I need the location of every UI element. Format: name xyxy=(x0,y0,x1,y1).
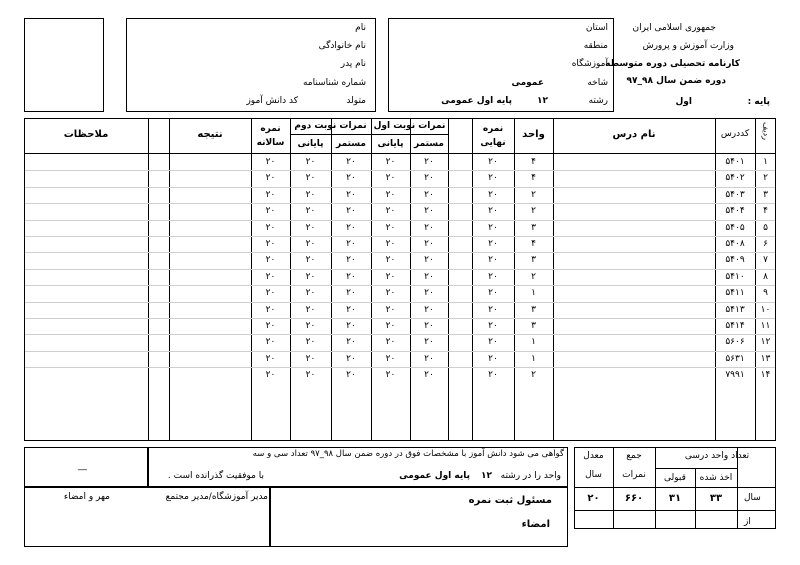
cell-mostamar-1: ۲۰ xyxy=(424,337,434,348)
th-nobat-dovom: نمرات نوبت دوم xyxy=(294,121,367,131)
cell-vahed: ۲ xyxy=(531,206,536,217)
cell-code: ۵۴۰۸ xyxy=(725,239,745,249)
cell-payani-1: ۲۰ xyxy=(385,321,396,331)
cell-payani-2: ۲۰ xyxy=(305,370,316,381)
cell-radif: ۱۱ xyxy=(760,321,771,331)
th-name: نام درس xyxy=(612,129,656,140)
header-report-title: کارنامه تحصیلی دوره متوسطه xyxy=(605,59,740,69)
label-motavaled: متولد xyxy=(346,96,366,106)
cell-radif: ۸ xyxy=(763,271,768,282)
cell-payani-2: ۲۰ xyxy=(305,206,316,217)
summary-ghabooli-value: ۳۱ xyxy=(668,493,682,504)
cell-salane: ۲۰ xyxy=(265,157,276,167)
cell-mostamar-2: ۲۰ xyxy=(346,222,356,233)
summary-moadel-value: ۲۰ xyxy=(587,493,600,504)
header-small-box xyxy=(24,18,104,112)
cell-code: ۵۴۱۴ xyxy=(725,321,745,331)
cell-payani-1: ۲۰ xyxy=(385,173,396,184)
side-az-label: از xyxy=(744,517,751,527)
cell-mostamar-1: ۲۰ xyxy=(424,321,434,331)
label-shomare-shenasname: شماره شناسنامه xyxy=(302,78,366,88)
label-ostan: استان xyxy=(585,23,608,33)
cell-payani-2: ۲۰ xyxy=(305,189,316,200)
header-paye-value: اول xyxy=(675,97,692,107)
cell-vahed: ۳ xyxy=(531,255,536,266)
th-natije: نتیجه xyxy=(197,129,223,140)
cell-salane: ۲۰ xyxy=(265,222,276,233)
cell-payani-2: ۲۰ xyxy=(305,321,316,331)
cell-payani-2: ۲۰ xyxy=(305,304,316,315)
cell-payani-2: ۲۰ xyxy=(305,222,316,233)
cell-mostamar-2: ۲۰ xyxy=(346,206,356,217)
cell-mostamar-1: ۲۰ xyxy=(424,189,434,200)
cell-mostamar-2: ۲۰ xyxy=(346,353,356,364)
cert-paye: پایه اول عمومی xyxy=(399,471,470,481)
cell-nahaei: ۲۰ xyxy=(488,239,498,249)
cell-nahaei: ۲۰ xyxy=(488,337,498,348)
label-mantaghe: منطقه xyxy=(583,41,608,51)
footer-dash: __ xyxy=(78,461,87,471)
cell-radif: ۶ xyxy=(763,239,768,249)
masool-label: مسئول ثبت نمره xyxy=(468,495,552,506)
cell-nahaei: ۲۰ xyxy=(488,288,498,299)
cell-code: ۵۴۱۰ xyxy=(725,271,745,282)
cell-salane: ۲۰ xyxy=(265,353,276,364)
cell-code: ۵۴۰۵ xyxy=(725,222,745,233)
cell-mostamar-2: ۲۰ xyxy=(346,304,356,315)
cell-payani-1: ۲۰ xyxy=(385,288,396,299)
label-amoozeshgah: آموزشگاه xyxy=(571,59,608,69)
cell-payani-2: ۲۰ xyxy=(305,255,316,266)
th-vahed: واحد xyxy=(522,129,545,140)
cell-nahaei: ۲۰ xyxy=(488,255,498,266)
cell-payani-1: ۲۰ xyxy=(385,206,396,217)
cell-radif: ۳ xyxy=(763,189,768,200)
modir-label: مدیر آموزشگاه/مدیر مجتمع xyxy=(165,492,268,502)
cert-line-3: با موفقیت گذرانده است . xyxy=(167,471,264,481)
cell-payani-1: ۲۰ xyxy=(385,337,396,348)
cell-mostamar-1: ۲۰ xyxy=(424,288,434,299)
cell-salane: ۲۰ xyxy=(265,321,276,331)
cell-payani-1: ۲۰ xyxy=(385,271,396,282)
cell-salane: ۲۰ xyxy=(265,173,276,184)
cell-mostamar-2: ۲۰ xyxy=(346,239,356,249)
cell-salane: ۲۰ xyxy=(265,206,276,217)
cell-nahaei: ۲۰ xyxy=(488,189,498,200)
cell-payani-2: ۲۰ xyxy=(305,288,316,299)
cert-reshte: ۱۲ xyxy=(481,471,492,481)
cell-payani-1: ۲۰ xyxy=(385,222,396,233)
summary-units-header: تعداد واحد درسی xyxy=(684,451,750,461)
cell-mostamar-1: ۲۰ xyxy=(424,353,434,364)
value-reshte-paye: پایه اول عمومی xyxy=(441,96,512,106)
cell-vahed: ۲ xyxy=(531,189,536,200)
cell-mostamar-2: ۲۰ xyxy=(346,255,356,266)
cell-mostamar-2: ۲۰ xyxy=(346,337,356,348)
cell-vahed: ۲ xyxy=(531,271,536,282)
cell-nahaei: ۲۰ xyxy=(488,353,498,364)
cell-nahaei: ۲۰ xyxy=(488,173,498,184)
cell-radif: ۷ xyxy=(763,255,768,266)
th-mostamar-2: مستمر xyxy=(335,139,367,149)
cell-code: ۵۴۰۳ xyxy=(725,189,745,200)
cell-vahed: ۴ xyxy=(531,239,536,249)
summary-akhz-label: اخذ شده xyxy=(699,473,733,483)
cell-code: ۵۴۱۳ xyxy=(725,304,745,315)
summary-jam-label: جمع xyxy=(626,451,642,461)
cell-payani-1: ۲۰ xyxy=(385,353,396,364)
cell-nahaei: ۲۰ xyxy=(488,304,498,315)
summary-akhz-value: ۳۳ xyxy=(709,493,723,504)
emza-label: امضاء xyxy=(521,519,550,530)
th-radif: ردیف xyxy=(761,122,771,140)
cell-payani-2: ۲۰ xyxy=(305,173,316,184)
summary-sal-label: سال xyxy=(585,470,602,480)
th-code: کددرس xyxy=(720,129,750,139)
label-nam: نام xyxy=(355,23,366,33)
cell-mostamar-1: ۲۰ xyxy=(424,222,434,233)
cell-salane: ۲۰ xyxy=(265,370,276,381)
cell-salane: ۲۰ xyxy=(265,239,276,249)
cell-salane: ۲۰ xyxy=(265,304,276,315)
header-ministry: وزارت آموزش و پرورش xyxy=(642,41,734,51)
cell-salane: ۲۰ xyxy=(265,255,276,266)
cell-mostamar-1: ۲۰ xyxy=(424,304,434,315)
cert-line-1: گواهی می شود دانش آموز با مشخصات فوق در دوره ضمن سال ۹۸_۹۷ تعداد سی و سه xyxy=(252,449,564,459)
summary-moadel-label: معدل xyxy=(583,451,604,461)
cell-code: ۵۴۰۴ xyxy=(725,206,745,217)
label-student-code: کد دانش آموز xyxy=(246,96,298,106)
cell-payani-2: ۲۰ xyxy=(305,337,316,348)
cert-line-2-prefix: واحد را در رشته xyxy=(500,471,561,481)
th-molahezat: ملاحظات xyxy=(63,129,109,140)
th-mostamar-1: مستمر xyxy=(413,139,445,149)
cell-mostamar-2: ۲۰ xyxy=(346,157,356,167)
cell-code: ۵۴۱۱ xyxy=(725,288,745,299)
cell-payani-1: ۲۰ xyxy=(385,239,396,249)
cell-mostamar-1: ۲۰ xyxy=(424,206,434,217)
th-nahaei: نمره نهایی xyxy=(480,124,506,149)
cell-radif: ۵ xyxy=(763,222,768,233)
cell-nahaei: ۲۰ xyxy=(488,206,498,217)
header-country: جمهوری اسلامی ایران xyxy=(632,23,716,33)
cell-mostamar-1: ۲۰ xyxy=(424,239,434,249)
value-shakhe: عمومی xyxy=(511,78,544,88)
cell-payani-1: ۲۰ xyxy=(385,370,396,381)
mohr-label: مهر و امضاء xyxy=(63,492,110,502)
cell-code: ۵۶۰۶ xyxy=(725,337,745,348)
cell-salane: ۲۰ xyxy=(265,189,276,200)
cell-mostamar-1: ۲۰ xyxy=(424,157,434,167)
cell-radif: ۱۴ xyxy=(760,370,771,381)
cell-radif: ۱۳ xyxy=(760,353,771,364)
cell-radif: ۲ xyxy=(763,173,768,184)
cell-mostamar-2: ۲۰ xyxy=(346,189,356,200)
th-payani-2: پایانی xyxy=(297,139,324,149)
cell-vahed: ۴ xyxy=(531,173,536,184)
cell-payani-1: ۲۰ xyxy=(385,189,396,200)
cell-nahaei: ۲۰ xyxy=(488,222,498,233)
th-payani-1: پایانی xyxy=(377,139,404,149)
cell-payani-1: ۲۰ xyxy=(385,157,396,167)
cell-vahed: ۳ xyxy=(531,321,536,331)
cell-mostamar-2: ۲۰ xyxy=(346,288,356,299)
label-nam-pedar: نام پدر xyxy=(340,59,366,69)
cell-radif: ۴ xyxy=(763,206,768,217)
label-nam-khanevadegi: نام خانوادگی xyxy=(318,41,366,51)
summary-ghabooli-label: قبولی xyxy=(664,473,686,483)
cell-payani-2: ۲۰ xyxy=(305,271,316,282)
header-paye-label: پایه : xyxy=(747,97,770,107)
cell-nahaei: ۲۰ xyxy=(488,157,498,167)
cell-mostamar-1: ۲۰ xyxy=(424,173,434,184)
cell-code: ۷۹۹۱ xyxy=(725,370,745,381)
cell-vahed: ۳ xyxy=(531,222,536,233)
cell-payani-1: ۲۰ xyxy=(385,255,396,266)
cell-code: ۵۴۰۲ xyxy=(725,173,745,184)
cell-payani-1: ۲۰ xyxy=(385,304,396,315)
cell-vahed: ۲ xyxy=(531,370,536,381)
cell-vahed: ۳ xyxy=(531,304,536,315)
cell-vahed: ۱ xyxy=(531,353,536,364)
cell-code: ۵۴۰۹ xyxy=(725,255,745,266)
cell-nahaei: ۲۰ xyxy=(488,271,498,282)
value-reshte: ۱۲ xyxy=(537,96,548,106)
th-salane: نمره سالانه xyxy=(256,124,285,149)
cell-code: ۵۴۰۱ xyxy=(725,157,745,167)
cell-mostamar-2: ۲۰ xyxy=(346,173,356,184)
side-sal-label: سال xyxy=(744,493,761,503)
cell-mostamar-1: ۲۰ xyxy=(424,370,434,381)
cell-vahed: ۱ xyxy=(531,288,536,299)
label-shakhe: شاخه xyxy=(587,78,608,88)
summary-jam-value: ۶۶۰ xyxy=(624,493,644,504)
cell-payani-2: ۲۰ xyxy=(305,239,316,249)
cell-vahed: ۱ xyxy=(531,337,536,348)
cell-nahaei: ۲۰ xyxy=(488,321,498,331)
cell-payani-2: ۲۰ xyxy=(305,353,316,364)
cell-mostamar-2: ۲۰ xyxy=(346,321,356,331)
label-reshte: رشته xyxy=(588,96,608,106)
th-nobat-aval: نمرات نوبت اول xyxy=(373,121,446,131)
cell-code: ۵۶۳۱ xyxy=(725,353,745,364)
cell-radif: ۱ xyxy=(763,157,768,167)
cell-mostamar-1: ۲۰ xyxy=(424,255,434,266)
cell-mostamar-1: ۲۰ xyxy=(424,271,434,282)
cell-radif: ۹ xyxy=(763,288,768,299)
cell-salane: ۲۰ xyxy=(265,271,276,282)
cell-radif: ۱۲ xyxy=(760,337,771,348)
header-period: دوره ضمن سال ۹۸_۹۷ xyxy=(626,76,726,86)
summary-nomarat-label: نمرات xyxy=(622,470,646,480)
cell-mostamar-2: ۲۰ xyxy=(346,370,356,381)
cell-payani-2: ۲۰ xyxy=(305,157,316,167)
cell-mostamar-2: ۲۰ xyxy=(346,271,356,282)
cell-salane: ۲۰ xyxy=(265,288,276,299)
cell-salane: ۲۰ xyxy=(265,337,276,348)
cell-radif: ۱۰ xyxy=(760,304,771,315)
cell-nahaei: ۲۰ xyxy=(488,370,498,381)
cell-vahed: ۴ xyxy=(531,157,536,167)
